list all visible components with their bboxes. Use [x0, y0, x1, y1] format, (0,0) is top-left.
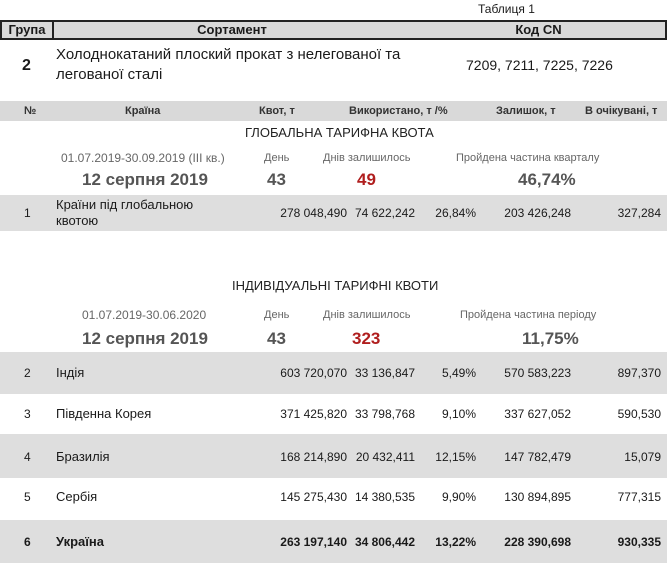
individual-date: 12 серпня 2019	[82, 329, 208, 348]
row-used: 74 622,242	[354, 206, 415, 220]
row-pct: 9,10%	[441, 407, 476, 421]
row-pending: 897,370	[617, 366, 661, 380]
row-quota: 371 425,820	[280, 407, 347, 421]
row-quota: 263 197,140	[280, 535, 347, 549]
assortment-column-header: Сортамент	[197, 22, 267, 37]
individual-passed: 11,75%	[522, 329, 579, 348]
group-codes: 7209, 7211, 7225, 7226	[466, 57, 613, 73]
row-used: 33 136,847	[354, 366, 415, 380]
data-table-header	[0, 101, 667, 121]
table-row	[0, 352, 667, 394]
group-header	[0, 20, 667, 40]
row-remaining: 203 426,248	[504, 206, 571, 220]
row-pending: 777,315	[617, 490, 661, 504]
row-pct: 12,15%	[435, 450, 476, 464]
table-row	[0, 434, 667, 478]
col-num: №	[24, 105, 37, 117]
row-country: Країни під глобальною квотою	[56, 197, 194, 228]
group-column-header: Група	[2, 22, 54, 38]
col-remaining: Залишок, т	[496, 105, 556, 117]
col-pending: В очікувані, т	[585, 105, 658, 117]
table-row	[0, 520, 667, 563]
global-day: 43	[267, 170, 286, 189]
row-pct: 9,90%	[441, 490, 476, 504]
row-pending: 327,284	[617, 206, 661, 220]
row-remaining: 570 583,223	[504, 366, 571, 380]
row-used: 14 380,535	[354, 490, 415, 504]
table-row	[0, 478, 667, 520]
row-quota: 603 720,070	[280, 366, 347, 380]
global-passed-label: Пройдена частина кварталу	[456, 152, 600, 164]
row-pending: 15,079	[624, 450, 661, 464]
global-days-left: 49	[357, 170, 376, 189]
row-remaining: 228 390,698	[504, 535, 571, 549]
global-days-left-label: Днів залишилось	[323, 152, 411, 164]
global-passed: 46,74%	[518, 170, 576, 189]
row-pct: 5,49%	[441, 366, 476, 380]
col-used: Використано, т /%	[349, 105, 448, 117]
table-row	[0, 195, 667, 231]
group-name: Холоднокатаний плоский прокат з нелегованої та легованої сталі	[56, 46, 401, 83]
row-num: 6	[24, 535, 31, 549]
global-period: 01.07.2019-30.09.2019 (ІІІ кв.)	[61, 151, 225, 165]
row-num: 1	[24, 206, 31, 220]
row-country: Україна	[56, 534, 105, 549]
row-remaining: 130 894,895	[504, 490, 571, 504]
row-remaining: 147 782,479	[504, 450, 571, 464]
individual-period: 01.07.2019-30.06.2020	[82, 308, 207, 322]
row-pending: 930,335	[617, 535, 661, 549]
individual-section-title: ІНДИВІДУАЛЬНІ ТАРИФНІ КВОТИ	[232, 278, 439, 293]
col-country: Країна	[125, 105, 161, 117]
row-used: 20 432,411	[355, 450, 415, 464]
row-pct: 13,22%	[435, 535, 476, 549]
global-section-title: ГЛОБАЛЬНА ТАРИФНА КВОТА	[245, 125, 434, 140]
row-quota: 168 214,890	[280, 450, 347, 464]
group-number: 2	[22, 57, 31, 74]
row-num: 5	[24, 490, 31, 504]
row-country: Сербія	[56, 489, 98, 504]
row-country: Індія	[56, 365, 85, 380]
global-date: 12 серпня 2019	[82, 170, 208, 189]
row-used: 34 806,442	[354, 535, 415, 549]
row-num: 4	[24, 450, 31, 464]
table-row	[0, 394, 667, 434]
global-day-label: День	[264, 152, 290, 164]
row-country: Південна Корея	[56, 406, 152, 421]
row-num: 2	[24, 366, 31, 380]
row-remaining: 337 627,052	[504, 407, 571, 421]
individual-day-label: День	[264, 309, 290, 321]
row-used: 33 798,768	[354, 407, 415, 421]
individual-days-left-label: Днів залишилось	[323, 309, 411, 321]
row-quota: 145 275,430	[280, 490, 347, 504]
row-pending: 590,530	[617, 407, 661, 421]
code-column-header: Код CN	[515, 22, 562, 37]
individual-days-left: 323	[352, 329, 381, 348]
individual-passed-label: Пройдена частина періоду	[460, 309, 597, 321]
row-quota: 278 048,490	[280, 206, 347, 220]
row-pct: 26,84%	[435, 206, 476, 220]
table-caption: Таблиця 1	[478, 2, 535, 16]
col-quota: Квот, т	[259, 105, 295, 117]
individual-day: 43	[267, 329, 286, 348]
row-country: Бразилія	[56, 449, 110, 464]
row-num: 3	[24, 407, 31, 421]
